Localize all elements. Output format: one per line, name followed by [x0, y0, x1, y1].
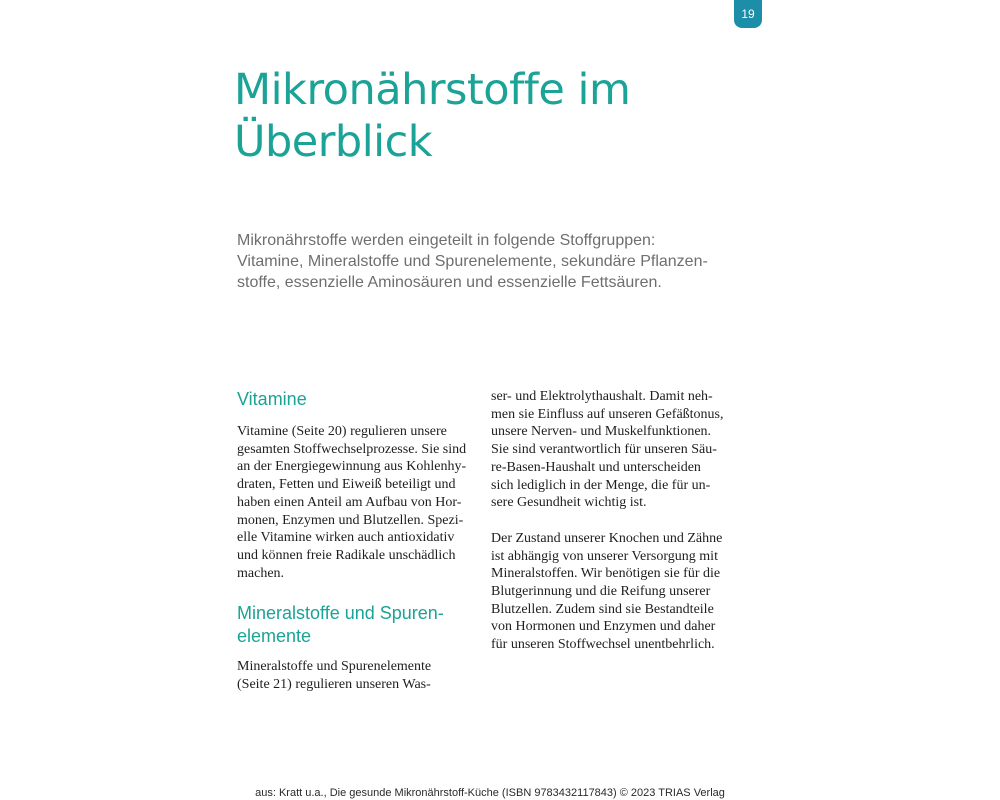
page-title [234, 64, 754, 168]
text-line: Der Zustand unserer Knochen und Zähne [491, 530, 723, 546]
text-line: ser- und Elektrolythaushalt. Damit neh- [491, 389, 713, 404]
intro-line: stoffe, essenzielle Aminosäuren und essenzielle Fettsäuren. [237, 274, 662, 291]
text-line: Sie sind verantwortlich für unseren Säu- [491, 442, 717, 458]
text-line: (Seite 21) regulieren unseren Was- [237, 677, 431, 693]
mineralstoffe-continued-paragraph [491, 388, 727, 512]
section-heading-vitamine: Vitamine [237, 389, 307, 409]
paragraph-gap [491, 512, 727, 530]
heading-line: Mineralstoffe und Spuren- [237, 603, 444, 624]
text-line: haben einen Anteil am Aufbau von Hor- [237, 494, 462, 510]
text-line: von Hormonen und Enzymen und daher [491, 619, 716, 635]
text-line: sich lediglich in der Menge, die für un- [491, 477, 711, 493]
text-line: machen. [237, 565, 285, 581]
text-line: ist abhängig von unserer Versorgung mit [491, 548, 718, 564]
text-line: men sie Einfluss auf unseren Gefäßtonus, [491, 406, 724, 422]
intro-line: Vitamine, Mineralstoffe und Spurenelemente, sekundäre Pflanzen- [237, 253, 708, 270]
text-line: Mineralstoffe und Spurenelemente [237, 659, 432, 675]
text-line: monen, Enzymen und Blutzellen. Spezi- [237, 512, 464, 528]
vitamine-paragraph [237, 423, 473, 582]
page-number-badge: 19 [734, 0, 762, 28]
text-line: Blutzellen. Zudem sind sie Bestandteile [491, 601, 714, 617]
text-line: elle Vitamine wirken auch antioxidativ [237, 530, 455, 546]
source-footer: aus: Kratt u.a., Die gesunde Mikronährstoff-Küche (ISBN 9783432117843) © 2023 TRIAS Verlag [255, 787, 725, 799]
title-line: Überblick [234, 117, 433, 167]
text-line: an der Energiegewinnung aus Kohlenhy- [237, 459, 467, 475]
mineralstoffe-paragraph [237, 658, 473, 693]
left-column [237, 388, 473, 694]
right-column [491, 388, 727, 654]
text-line: Blutgerinnung und die Reifung unserer [491, 584, 711, 600]
text-line: für unseren Stoffwechsel unentbehrlich. [491, 637, 715, 653]
text-line: und können freie Radikale unschädlich [237, 547, 456, 563]
text-line: Mineralstoffen. Wir benötigen sie für die [491, 566, 721, 582]
text-line: gesamten Stoffwechselprozesse. Sie sind [237, 441, 467, 457]
text-line: unsere Nerven- und Muskelfunktionen. [491, 424, 712, 440]
heading-line: elemente [237, 626, 312, 647]
section-heading-mineralstoffe [237, 602, 473, 648]
knochen-paragraph [491, 530, 727, 654]
intro-line: Mikronährstoffe werden eingeteilt in folgende Stoffgruppen: [237, 232, 656, 249]
text-line: draten, Fetten und Eiweiß beteiligt und [237, 477, 456, 493]
text-line: sere Gesundheit wichtig ist. [491, 495, 647, 511]
text-line: Vitamine (Seite 20) regulieren unsere [237, 424, 447, 439]
text-line: re-Basen-Haushalt und unterscheiden [491, 459, 701, 475]
intro-paragraph [237, 230, 727, 293]
title-line: Mikronährstoffe im [234, 65, 631, 115]
